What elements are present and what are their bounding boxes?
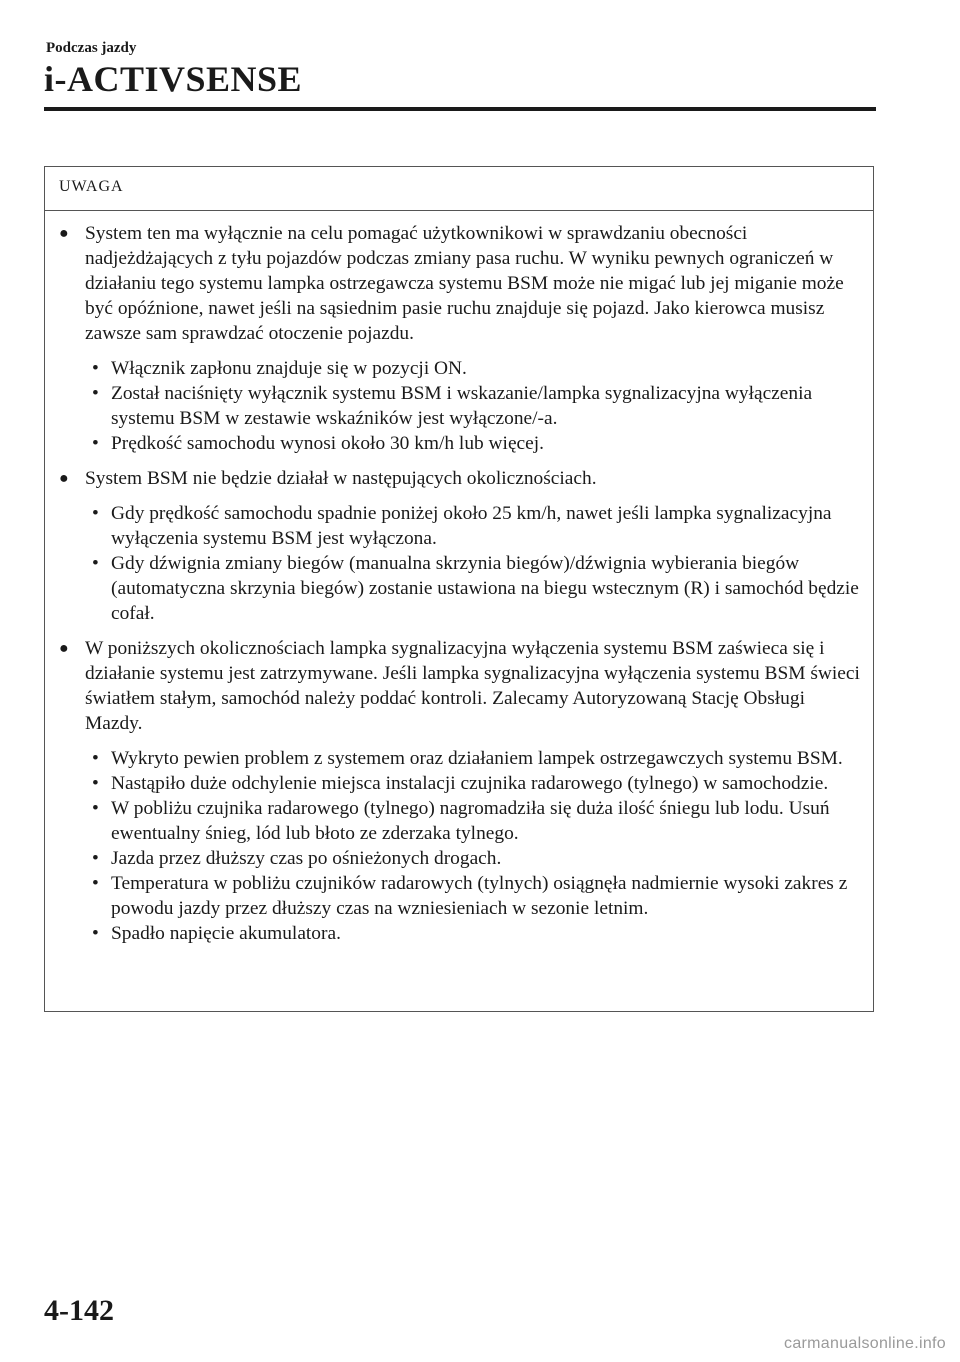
list-item [85, 356, 865, 381]
point-bullet: ● [59, 470, 69, 487]
notice-box [44, 166, 874, 1012]
sub-bullet: • [92, 748, 99, 769]
sub-list [85, 746, 865, 946]
sub-bullet: • [92, 848, 99, 869]
list-item [85, 846, 865, 871]
notice-point [59, 636, 865, 946]
point-text: System ten ma wyłącznie na celu pomagać użytkownikowi w sprawdzaniu obecności nadjeżdżających z tyłu pojazdów podczas zmiany pasa ruchu. W wyniku pewnych ograniczeń w działaniu tego systemu lampka ostrzegawcza systemu BSM może nie migać lub jej miganie może być opóźnione, nawet jeśli na sąsiednim pasie ruchu znajduje się pojazd. Jako kierowca musisz zawsze sam sprawdzać otoczenie pojazdu. [85, 223, 844, 344]
sub-bullet: • [92, 553, 99, 574]
list-item-text: Jazda przez dłuższy czas po ośnieżonych drogach. [111, 848, 502, 869]
title-rule [44, 107, 876, 111]
list-item [85, 796, 865, 846]
list-item-text: Włącznik zapłonu znajduje się w pozycji ON. [111, 358, 467, 379]
list-item-text: Prędkość samochodu wynosi około 30 km/h lub więcej. [111, 433, 545, 454]
sub-bullet: • [92, 798, 99, 819]
notice-body [45, 211, 873, 946]
page-title: i-ACTIVSENSE [44, 59, 303, 99]
notice-point [59, 221, 865, 456]
point-bullet: ● [59, 225, 69, 242]
notice-point [59, 466, 865, 626]
list-item-text: Temperatura w pobliżu czujników radarowych (tylnych) osiągnęła nadmiernie wysoki zakres z powodu jazdy przez dłuższy czas na wzniesieniach w sezonie letnim. [111, 873, 848, 919]
sub-list [85, 356, 865, 456]
list-item-text: Wykryto pewien problem z systemem oraz działaniem lampek ostrzegawczych systemu BSM. [111, 748, 843, 769]
point-bullet: ● [59, 640, 69, 657]
sub-bullet: • [92, 923, 99, 944]
list-item [85, 501, 865, 551]
section-label: Podczas jazdy [46, 40, 137, 56]
list-item-text: Gdy dźwignia zmiany biegów (manualna skrzynia biegów)/dźwignia wybierania biegów (automatyczna skrzynia biegów) zostanie ustawiona na biegu wstecznym (R) i samochód będzie cofał. [111, 553, 859, 624]
notice-heading: UWAGA [45, 167, 873, 211]
list-item [85, 431, 865, 456]
list-item-text: W pobliżu czujnika radarowego (tylnego) nagromadziła się duża ilość śniegu lub lodu. Usuń ewentualny śnieg, lód lub błoto ze zderzaka tylnego. [111, 798, 830, 844]
sub-bullet: • [92, 383, 99, 404]
sub-bullet: • [92, 358, 99, 379]
list-item-text: Gdy prędkość samochodu spadnie poniżej około 25 km/h, nawet jeśli lampka sygnalizacyjna wyłączenia systemu BSM jest wyłączona. [111, 503, 832, 549]
list-item-text: Nastąpiło duże odchylenie miejsca instalacji czujnika radarowego (tylnego) w samochodzie. [111, 773, 829, 794]
sub-bullet: • [92, 873, 99, 894]
sub-bullet: • [92, 773, 99, 794]
sub-bullet: • [92, 503, 99, 524]
page-number: 4-142 [44, 1294, 114, 1327]
list-item [85, 746, 865, 771]
list-item [85, 381, 865, 431]
point-text: W poniższych okolicznościach lampka sygnalizacyjna wyłączenia systemu BSM zaświeca się i działanie systemu jest zatrzymywane. Jeśli lampka sygnalizacyjna wyłączenia systemu BSM świeci światłem stałym, samochód należy poddać kontroli. Zalecamy Autoryzowaną Stację Obsługi Mazdy. [85, 638, 860, 734]
sub-list [85, 501, 865, 626]
point-text: System BSM nie będzie działał w następujących okolicznościach. [85, 468, 597, 489]
list-item-text: Spadło napięcie akumulatora. [111, 923, 341, 944]
list-item [85, 921, 865, 946]
list-item [85, 771, 865, 796]
watermark: carmanualsonline.info [784, 1335, 946, 1352]
list-item [85, 871, 865, 921]
sub-bullet: • [92, 433, 99, 454]
list-item [85, 551, 865, 626]
list-item-text: Został naciśnięty wyłącznik systemu BSM i wskazanie/lampka sygnalizacyjna wyłączenia systemu BSM w zestawie wskaźników jest wyłączone/-a. [111, 383, 813, 429]
